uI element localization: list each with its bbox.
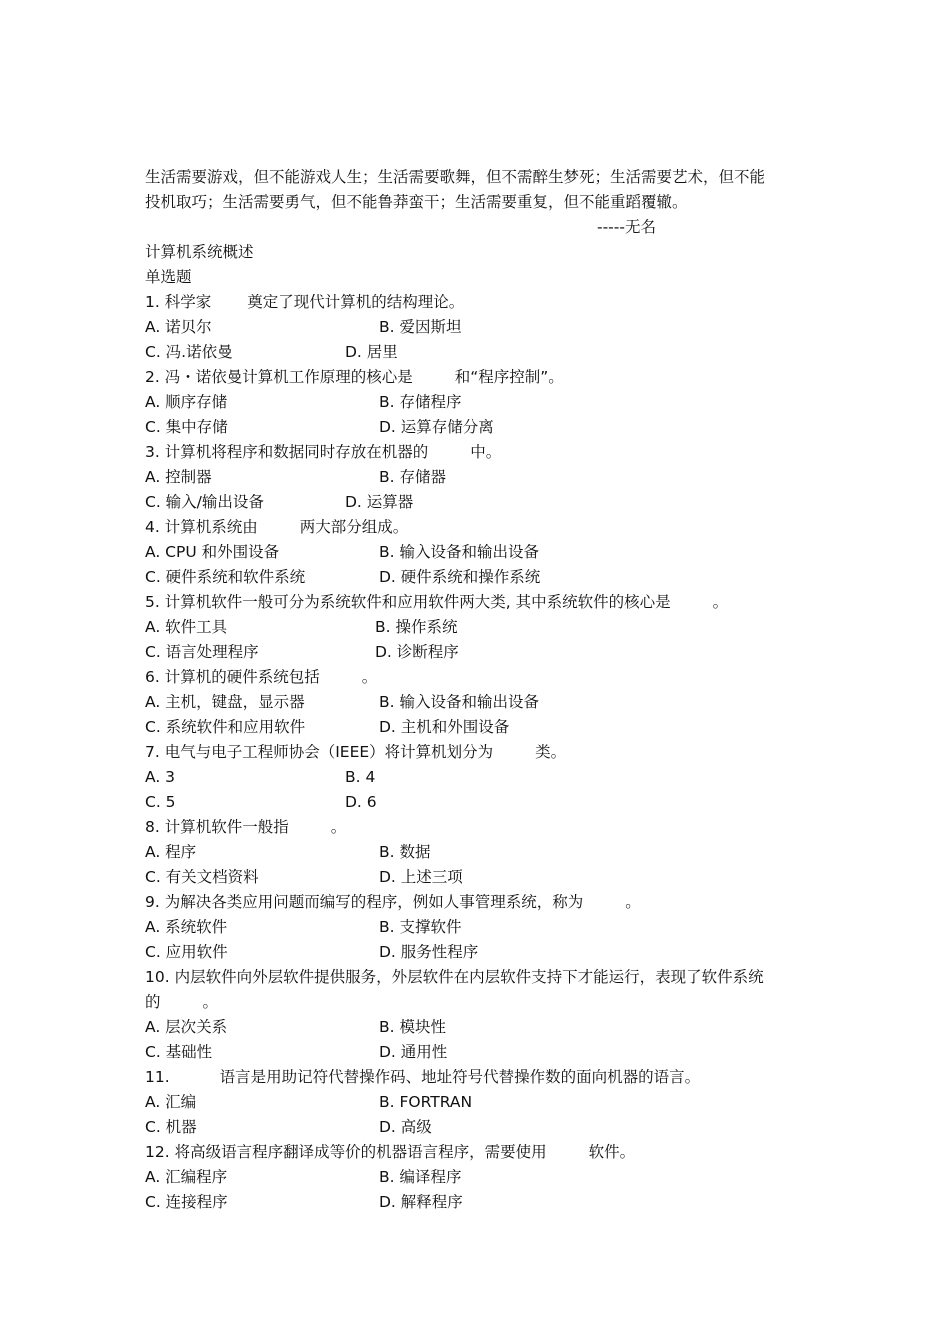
option-a: A. 汇编 (145, 1093, 197, 1111)
options-row (145, 615, 815, 640)
option-d: D. 6 (345, 793, 377, 811)
option-c: C. 输入/输出设备 (145, 493, 264, 511)
question-text-end: 两大部分组成。 (299, 518, 409, 536)
options-row (145, 940, 815, 965)
question-text-end: 软件。 (588, 1143, 636, 1161)
options-row (145, 865, 815, 890)
option-d: D. 通用性 (379, 1043, 448, 1061)
options-row (145, 765, 815, 790)
options-row (145, 540, 815, 565)
question-text-end: 中。 (470, 443, 502, 461)
section-title: 计算机系统概述 (145, 243, 254, 261)
option-a: A. 主机，键盘，显示器 (145, 693, 305, 711)
document-content (145, 165, 815, 1215)
option-b: B. 爱因斯坦 (379, 318, 462, 336)
quote-line-2: 投机取巧；生活需要勇气，但不能鲁莽蛮干；生活需要重复，但不能重蹈覆辙。 (145, 193, 688, 211)
quote-author: -----无名 (597, 218, 656, 236)
question-text: 2. 冯・诺依曼计算机工作原理的核心是 (145, 368, 413, 386)
quote-line-1: 生活需要游戏，但不能游戏人生；生活需要歌舞，但不需醉生梦死；生活需要艺术，但不能 (145, 168, 766, 186)
options-row (145, 1015, 815, 1040)
question-text-end: 。 (202, 993, 219, 1011)
option-a: A. 软件工具 (145, 618, 228, 636)
option-d: D. 居里 (345, 343, 398, 361)
option-d: D. 高级 (379, 1118, 432, 1136)
option-b: B. 编译程序 (379, 1168, 462, 1186)
option-c: C. 冯.诺依曼 (145, 343, 233, 361)
question-8 (145, 815, 815, 840)
question-text: 12. 将高级语言程序翻译成等价的机器语言程序，需要使用 (145, 1143, 547, 1161)
options-row (145, 415, 815, 440)
options-row (145, 915, 815, 940)
option-c: C. 集中存储 (145, 418, 228, 436)
option-a: A. 层次关系 (145, 1018, 228, 1036)
options-row (145, 390, 815, 415)
options-row (145, 1090, 815, 1115)
question-text-cont: 的 (145, 993, 161, 1011)
options-row (145, 315, 815, 340)
option-c: C. 机器 (145, 1118, 197, 1136)
question-6 (145, 665, 815, 690)
question-1 (145, 290, 815, 315)
question-text: 10. 内层软件向外层软件提供服务，外层软件在内层软件支持下才能运行，表现了软件系统 (145, 968, 764, 986)
option-c: C. 硬件系统和软件系统 (145, 568, 306, 586)
question-2 (145, 365, 815, 390)
question-7 (145, 740, 815, 765)
option-a: A. 程序 (145, 843, 197, 861)
option-d: D. 解释程序 (379, 1193, 463, 1211)
option-d: D. 运算器 (345, 493, 414, 511)
question-text: 8. 计算机软件一般指 (145, 818, 289, 836)
question-4 (145, 515, 815, 540)
option-b: B. 操作系统 (375, 618, 458, 636)
options-row (145, 1190, 815, 1215)
option-b: B. 4 (345, 768, 376, 786)
option-d: D. 运算存储分离 (379, 418, 494, 436)
question-text-end: 。 (330, 818, 347, 836)
options-row (145, 1040, 815, 1065)
question-text-end: 奠定了现代计算机的结构理论。 (247, 293, 465, 311)
option-c: C. 连接程序 (145, 1193, 228, 1211)
option-a: A. 诺贝尔 (145, 318, 212, 336)
question-10 (145, 965, 815, 990)
option-c: C. 基础性 (145, 1043, 213, 1061)
question-text: 1. 科学家 (145, 293, 212, 311)
question-text-end: 类。 (535, 743, 567, 761)
options-row (145, 1115, 815, 1140)
question-text: 5. 计算机软件一般可分为系统软件和应用软件两大类, 其中系统软件的核心是 (145, 593, 671, 611)
question-text: 6. 计算机的硬件系统包括 (145, 668, 320, 686)
option-d: D. 服务性程序 (379, 943, 479, 961)
option-a: A. 顺序存储 (145, 393, 228, 411)
options-row (145, 840, 815, 865)
option-d: D. 上述三项 (379, 868, 463, 886)
option-a: A. 控制器 (145, 468, 212, 486)
option-a: A. 系统软件 (145, 918, 228, 936)
option-d: D. 硬件系统和操作系统 (379, 568, 541, 586)
options-row (145, 490, 815, 515)
options-row (145, 640, 815, 665)
question-text: 11. (145, 1068, 170, 1086)
question-10-cont (145, 990, 815, 1015)
question-text-end: 和“程序控制”。 (454, 368, 564, 386)
option-c: C. 语言处理程序 (145, 643, 259, 661)
option-b: B. 输入设备和输出设备 (379, 543, 539, 561)
option-b: B. FORTRAN (379, 1093, 473, 1111)
question-3 (145, 440, 815, 465)
options-row (145, 690, 815, 715)
question-text-end: 。 (625, 893, 641, 911)
options-row (145, 340, 815, 365)
section-type: 单选题 (145, 268, 192, 286)
option-b: B. 存储程序 (379, 393, 462, 411)
question-9 (145, 890, 815, 915)
question-text: 4. 计算机系统由 (145, 518, 258, 536)
options-row (145, 1165, 815, 1190)
option-c: C. 应用软件 (145, 943, 228, 961)
option-c: C. 5 (145, 793, 176, 811)
question-12 (145, 1140, 815, 1165)
option-a: A. 汇编程序 (145, 1168, 228, 1186)
question-text: 9. 为解决各类应用问题而编写的程序，例如人事管理系统，称为 (145, 893, 584, 911)
question-11 (145, 1065, 815, 1090)
question-text-end: 。 (361, 668, 378, 686)
option-a: A. CPU 和外围设备 (145, 543, 280, 561)
option-b: B. 输入设备和输出设备 (379, 693, 539, 711)
options-row (145, 465, 815, 490)
option-d: D. 诊断程序 (375, 643, 459, 661)
options-row (145, 790, 815, 815)
question-text: 7. 电气与电子工程师协会（IEEE）将计算机划分为 (145, 743, 494, 761)
option-b: B. 支撑软件 (379, 918, 462, 936)
question-text: 3. 计算机将程序和数据同时存放在机器的 (145, 443, 429, 461)
question-5 (145, 590, 815, 615)
options-row (145, 715, 815, 740)
option-c: C. 有关文档资料 (145, 868, 259, 886)
options-row (145, 565, 815, 590)
question-text-end: 语言是用助记符代替操作码、地址符号代替操作数的面向机器的语言。 (219, 1068, 701, 1086)
option-c: C. 系统软件和应用软件 (145, 718, 306, 736)
option-b: B. 数据 (379, 843, 431, 861)
option-d: D. 主机和外围设备 (379, 718, 510, 736)
question-text-end: 。 (712, 593, 729, 611)
option-b: B. 模块性 (379, 1018, 446, 1036)
option-a: A. 3 (145, 768, 176, 786)
option-b: B. 存储器 (379, 468, 446, 486)
